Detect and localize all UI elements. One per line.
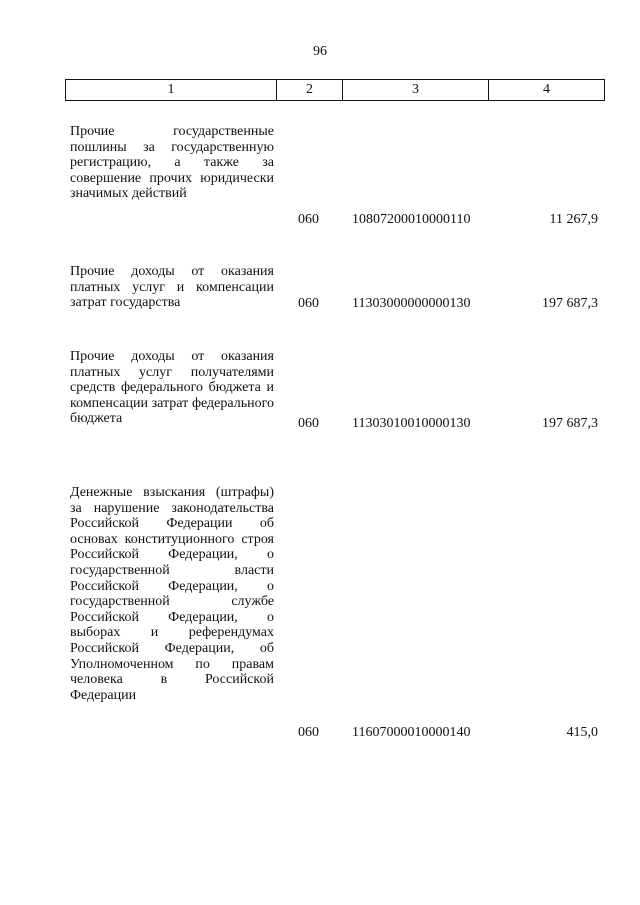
row-description: Прочие доходы от оказания платных услуг и компенсации затрат государства bbox=[70, 264, 274, 311]
column-header-table bbox=[65, 79, 605, 101]
row-description: Прочие доходы от оказания платных услуг получателями средств федерального бюджета и компенсации затрат федерального бюджета bbox=[70, 349, 274, 427]
row-code: 060 bbox=[298, 212, 319, 227]
column-header-4: 4 bbox=[489, 80, 605, 101]
row-kbk: 11303010010000130 bbox=[352, 416, 471, 431]
row-kbk: 11607000010000140 bbox=[352, 725, 471, 740]
row-code: 060 bbox=[298, 416, 319, 431]
row-amount: 197 687,3 bbox=[542, 416, 598, 431]
row-amount: 197 687,3 bbox=[542, 296, 598, 311]
page-number: 96 bbox=[313, 44, 327, 59]
row-kbk: 11303000000000130 bbox=[352, 296, 471, 311]
row-description: Денежные взыскания (штрафы) за нарушение законодательства Российской Федерации об основах конституционного строя Российской Федерации, о государственной власти Российской Федерации, о государственной службе Российской Федерации, о выборах и референдумах Российской Федерации, об Уполномоченном по правам человека в Российской Федерации bbox=[70, 485, 274, 703]
column-header-2: 2 bbox=[277, 80, 343, 101]
row-code: 060 bbox=[298, 725, 319, 740]
row-description: Прочие государственные пошлины за государственную регистрацию, а также за совершение прочих юридически значимых действий bbox=[70, 124, 274, 202]
row-code: 060 bbox=[298, 296, 319, 311]
row-amount: 11 267,9 bbox=[549, 212, 598, 227]
row-amount: 415,0 bbox=[566, 725, 598, 740]
row-kbk: 10807200010000110 bbox=[352, 212, 471, 227]
column-header-3: 3 bbox=[343, 80, 489, 101]
column-header-1: 1 bbox=[66, 80, 277, 101]
column-header-row bbox=[66, 80, 605, 101]
